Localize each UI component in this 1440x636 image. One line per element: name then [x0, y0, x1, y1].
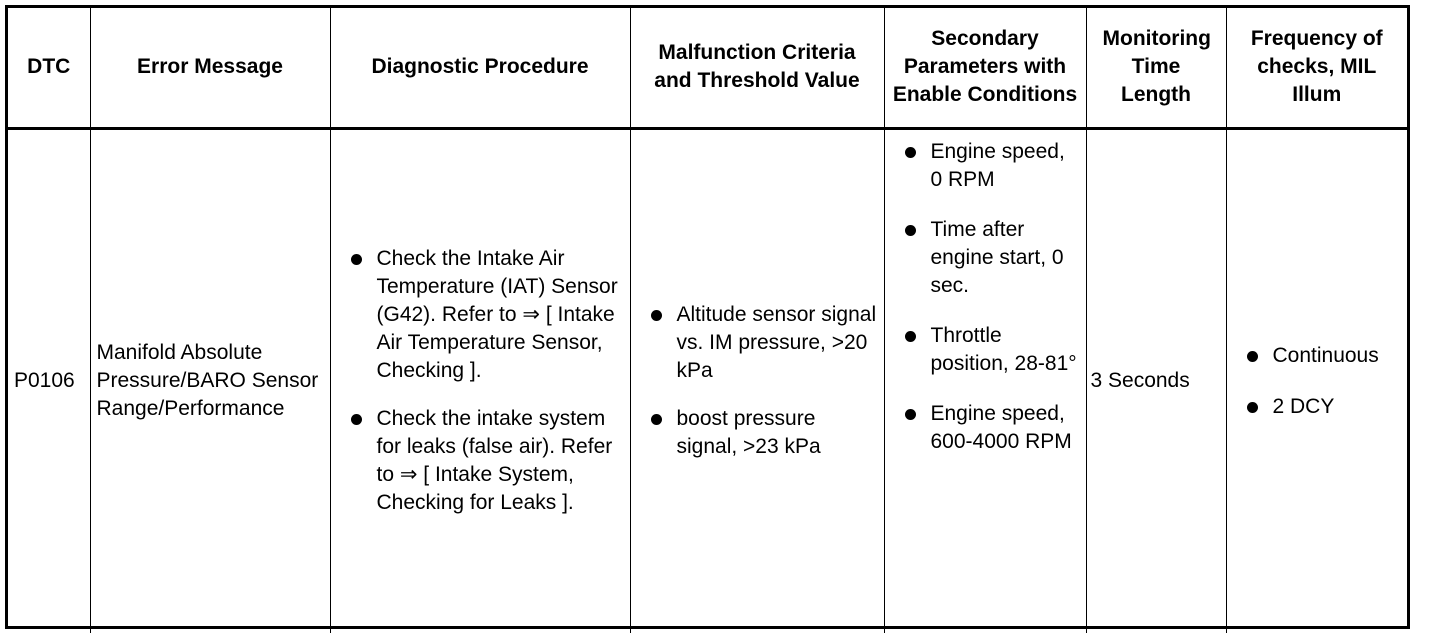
header-secondary-parameters: Secondary Parameters with Enable Conditions [884, 8, 1086, 128]
malfunction-criterion: boost pressure signal, >23 kPa [645, 405, 880, 461]
procedure-step: Check the intake system for leaks (false air). Refer to ⇒ [ Intake System, Checking for Leaks ]. [345, 405, 626, 517]
secondary-parameter: Throttle position, 28-81° [899, 322, 1082, 378]
dtc-table-frame [5, 5, 1410, 629]
header-malfunction-criteria: Malfunction Criteria and Threshold Value [630, 8, 884, 128]
procedure-step: Check the Intake Air Temperature (IAT) Sensor (G42). Refer to ⇒ [ Intake Air Temperature Sensor, Checking ]. [345, 245, 626, 385]
malfunction-criterion: Altitude sensor signal vs. IM pressure, >20 kPa [645, 301, 880, 385]
frequency-item: Continuous [1241, 342, 1404, 370]
header-frequency: Frequency of checks, MIL Illum [1226, 8, 1407, 128]
frequency-cell [1226, 128, 1407, 633]
header-diagnostic-procedure: Diagnostic Procedure [330, 8, 630, 128]
dtc-code: P0106 [8, 128, 90, 633]
secondary-parameter: Engine speed, 0 RPM [899, 138, 1082, 194]
table-row [8, 128, 1407, 633]
malfunction-criteria-cell [630, 128, 884, 633]
error-message: Manifold Absolute Pressure/BARO Sensor Range/Performance [90, 128, 330, 633]
dtc-table [8, 8, 1407, 633]
header-monitoring-time: Monitoring Time Length [1086, 8, 1226, 128]
frequency-item: 2 DCY [1241, 393, 1404, 421]
secondary-parameter: Engine speed, 600-4000 RPM [899, 400, 1082, 456]
secondary-parameters-cell [884, 128, 1086, 633]
secondary-parameter: Time after engine start, 0 sec. [899, 216, 1082, 300]
header-error-message: Error Message [90, 8, 330, 128]
diagnostic-procedure-cell [330, 128, 630, 633]
monitoring-time: 3 Seconds [1086, 128, 1226, 633]
header-row [8, 8, 1407, 128]
header-dtc: DTC [8, 8, 90, 128]
